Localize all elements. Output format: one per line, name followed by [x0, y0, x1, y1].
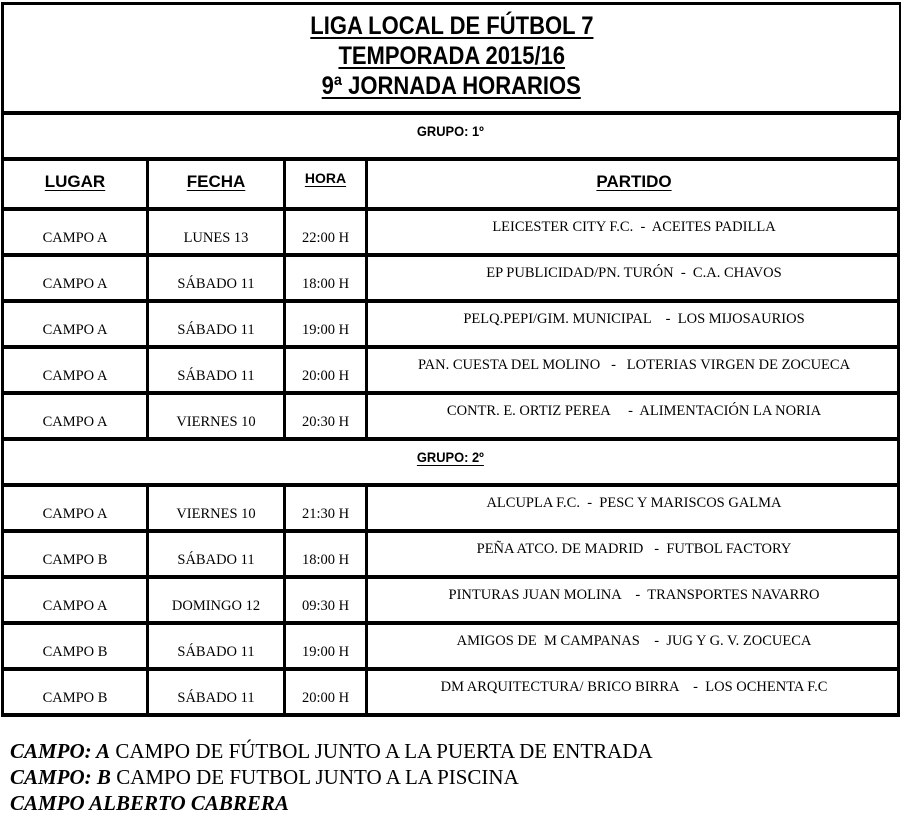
- cell-fecha: SÁBADO 11: [177, 690, 255, 706]
- group-label: GRUPO: 1º: [417, 123, 484, 139]
- season-title: TEMPORADA 2015/16: [338, 42, 565, 70]
- group-label: GRUPO: 2º: [417, 449, 484, 465]
- cell-hora: 18:00 H: [301, 276, 350, 292]
- column-header-partido: PARTIDO: [596, 172, 672, 191]
- cell-fecha: SÁBADO 11: [177, 276, 255, 292]
- cell-hora: 19:00 H: [301, 322, 350, 338]
- cell-hora: 20:00 H: [301, 368, 350, 384]
- cell-hora: 18:00 H: [301, 552, 350, 568]
- column-header-hora: HORA: [304, 170, 347, 186]
- legend-item-campo-b: CAMPO: B CAMPO DE FUTBOL JUNTO A LA PISCINA: [10, 765, 519, 789]
- cell-fecha: SÁBADO 11: [177, 552, 255, 568]
- cell-fecha: VIERNES 10: [176, 414, 256, 430]
- legend-item-campo-alberto: CAMPO ALBERTO CABRERA: [10, 791, 289, 815]
- legend-item-campo-a: CAMPO: A CAMPO DE FÚTBOL JUNTO A LA PUERTA DE ENTRADA: [10, 739, 653, 763]
- cell-partido: CONTR. E. ORTIZ PEREA - ALIMENTACIÓN LA NORIA: [446, 403, 822, 419]
- league-title: LIGA LOCAL DE FÚTBOL 7: [309, 12, 594, 40]
- cell-lugar: CAMPO B: [42, 690, 108, 706]
- matchday-title: 9ª JORNADA HORARIOS: [321, 72, 582, 100]
- row-divider: [1, 713, 900, 717]
- cell-partido: ALCUPLA F.C. - PESC Y MARISCOS GALMA: [486, 495, 782, 511]
- cell-lugar: CAMPO A: [42, 276, 108, 292]
- group-header: [1, 115, 900, 157]
- cell-fecha: VIERNES 10: [176, 506, 256, 522]
- cell-partido: AMIGOS DE M CAMPANAS - JUG Y G. V. ZOCUECA: [456, 633, 812, 649]
- cell-partido: EP PUBLICIDAD/PN. TURÓN - C.A. CHAVOS: [486, 265, 782, 281]
- cell-lugar: CAMPO A: [42, 414, 108, 430]
- cell-hora: 21:30 H: [301, 506, 350, 522]
- cell-fecha: LUNES 13: [183, 230, 249, 246]
- cell-lugar: CAMPO A: [42, 506, 108, 522]
- cell-lugar: CAMPO A: [42, 368, 108, 384]
- cell-hora: 09:30 H: [301, 598, 350, 614]
- title-block: [1, 2, 901, 120]
- cell-fecha: SÁBADO 11: [177, 322, 255, 338]
- cell-partido: PAN. CUESTA DEL MOLINO - LOTERIAS VIRGEN DE ZOCUECA: [417, 357, 851, 373]
- cell-partido: DM ARQUITECTURA/ BRICO BIRRA - LOS OCHENTA F.C: [440, 679, 828, 695]
- cell-fecha: DOMINGO 12: [171, 598, 261, 614]
- cell-lugar: CAMPO A: [42, 230, 108, 246]
- cell-hora: 22:00 H: [301, 230, 350, 246]
- cell-fecha: SÁBADO 11: [177, 644, 255, 660]
- cell-hora: 20:00 H: [301, 690, 350, 706]
- cell-hora: 19:00 H: [301, 644, 350, 660]
- cell-partido: PINTURAS JUAN MOLINA - TRANSPORTES NAVARRO: [448, 587, 820, 603]
- column-header-lugar: LUGAR: [44, 172, 106, 191]
- cell-lugar: CAMPO B: [42, 552, 108, 568]
- field-legend: [10, 738, 653, 816]
- column-header-fecha: FECHA: [186, 172, 246, 191]
- cell-lugar: CAMPO A: [42, 598, 108, 614]
- cell-lugar: CAMPO B: [42, 644, 108, 660]
- cell-partido: PELQ.PEPI/GIM. MUNICIPAL - LOS MIJOSAURIOS: [463, 311, 805, 327]
- cell-hora: 20:30 H: [301, 414, 350, 430]
- cell-partido: PEÑA ATCO. DE MADRID - FUTBOL FACTORY: [476, 541, 792, 557]
- cell-lugar: CAMPO A: [42, 322, 108, 338]
- group-header: [1, 441, 900, 483]
- cell-partido: LEICESTER CITY F.C. - ACEITES PADILLA: [492, 219, 776, 235]
- cell-fecha: SÁBADO 11: [177, 368, 255, 384]
